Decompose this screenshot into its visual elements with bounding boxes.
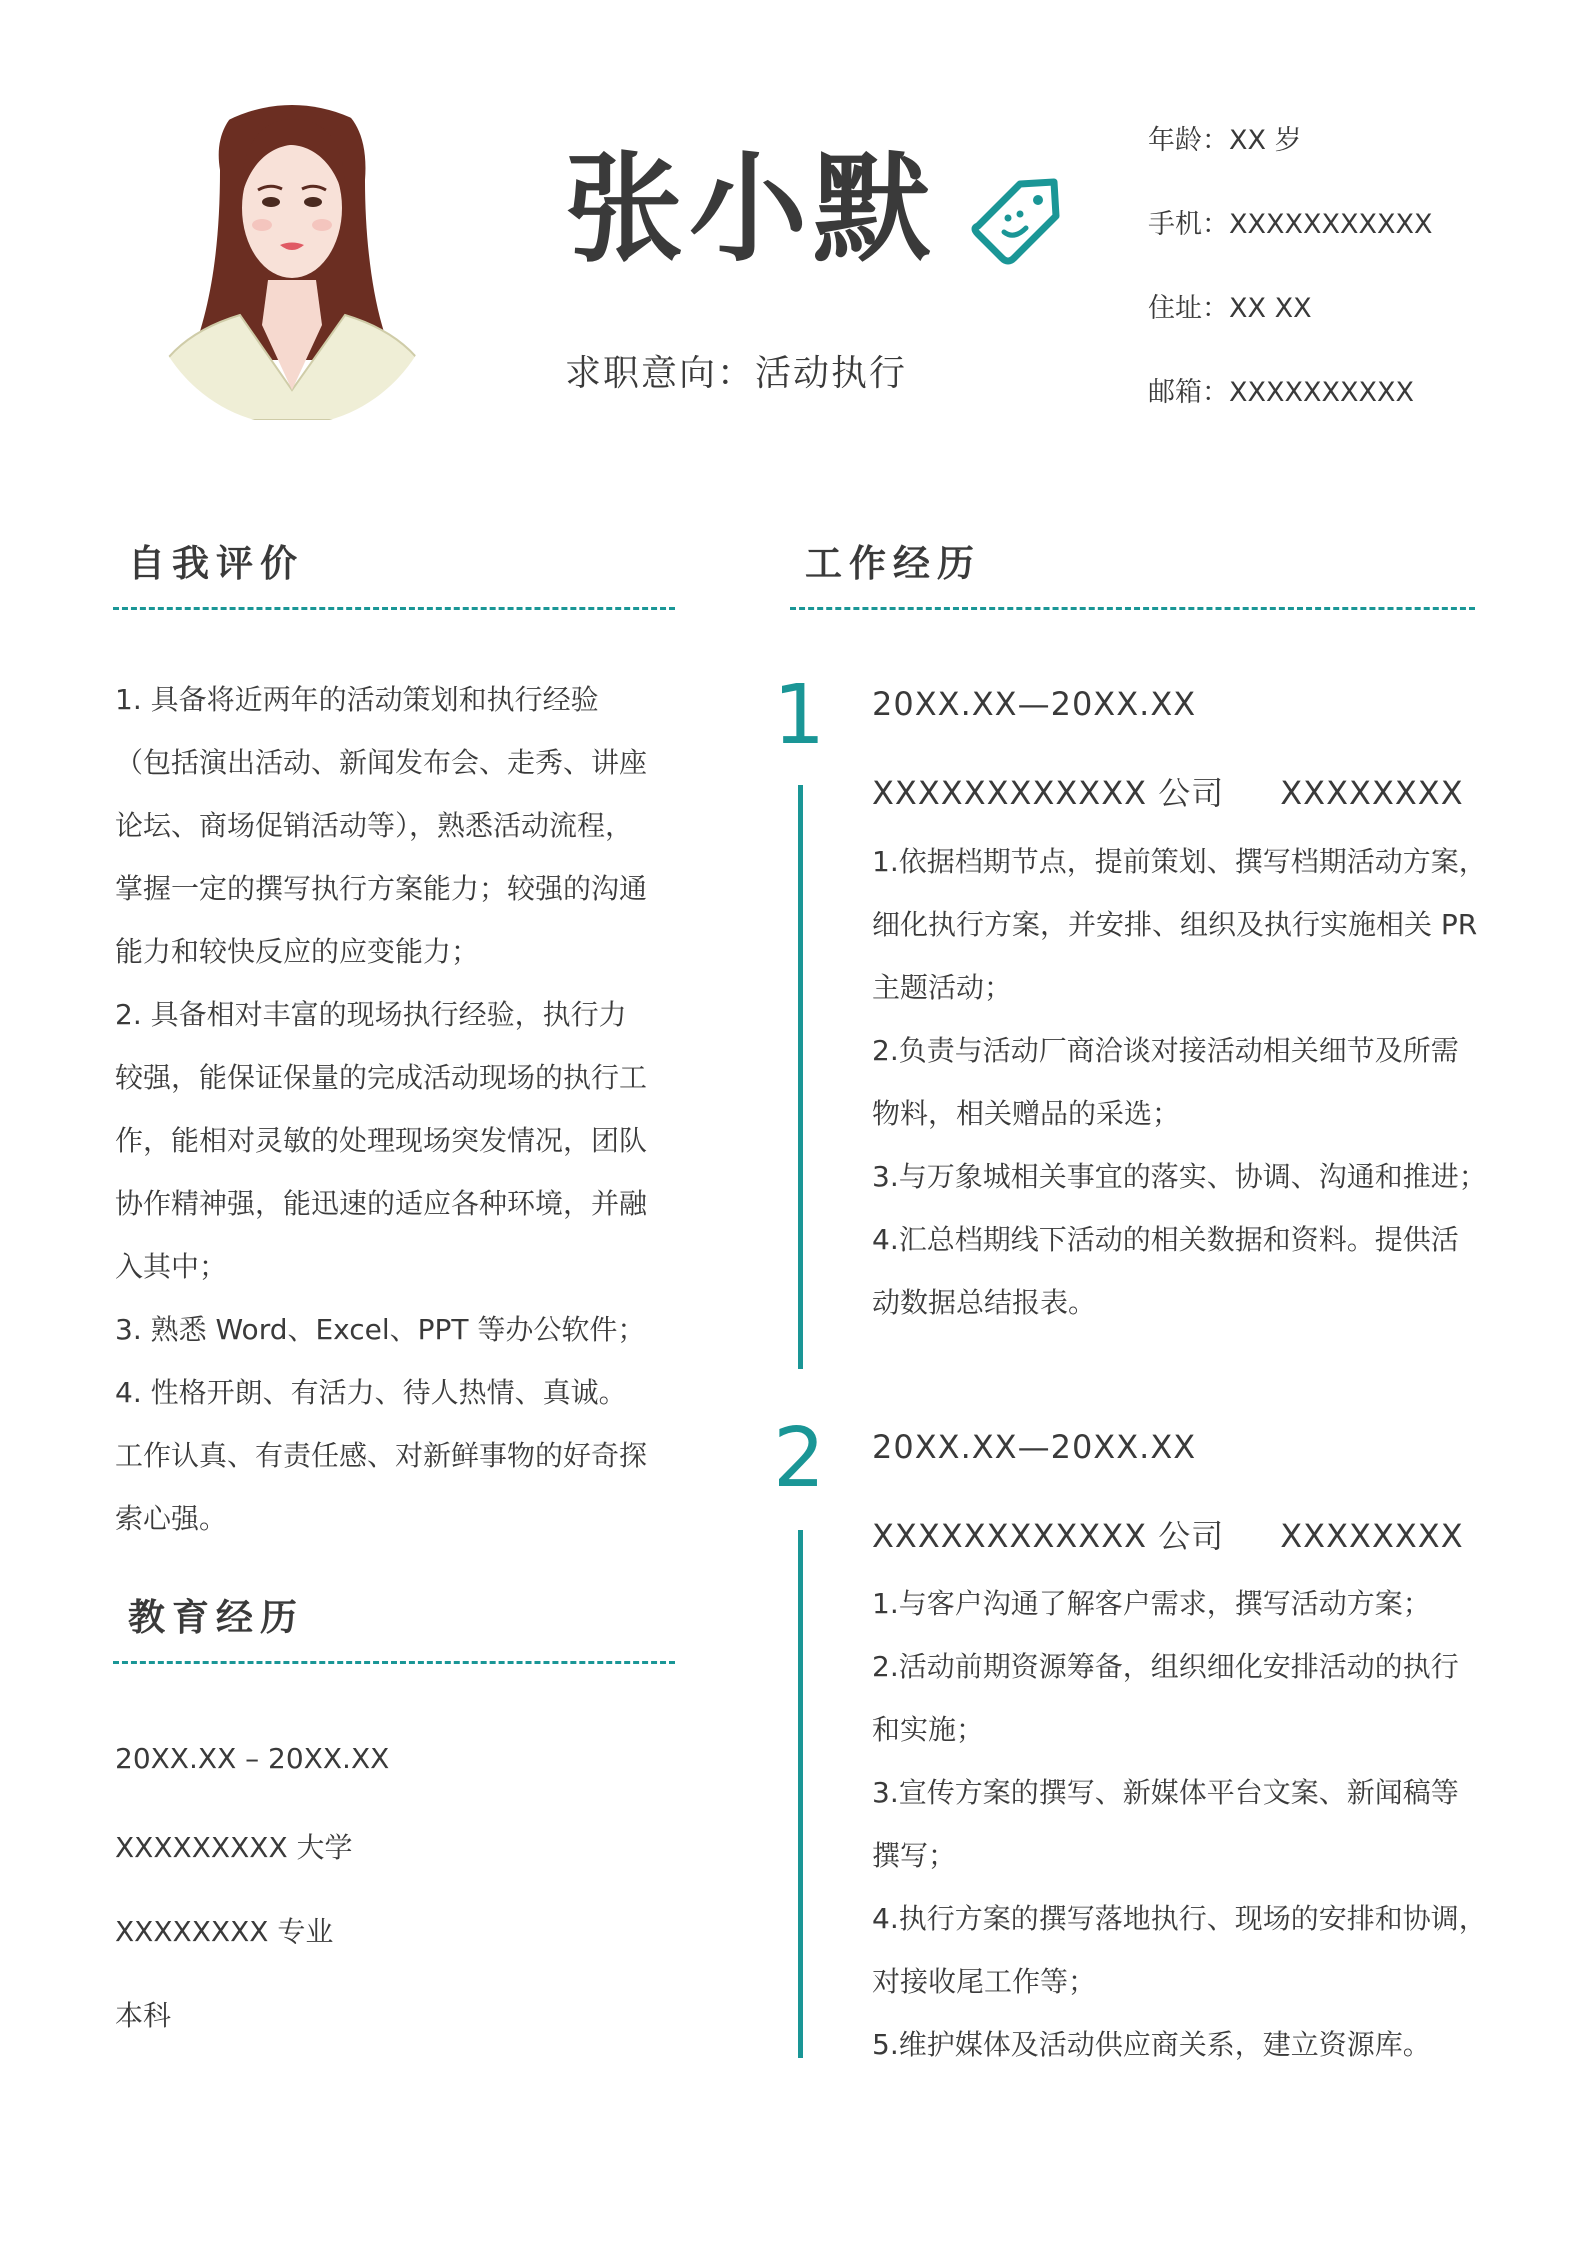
self-eval-line: 入其中； <box>115 1250 228 1283</box>
self-eval-line: 协作精神强，能迅速的适应各种环境，并融 <box>115 1187 648 1220</box>
job-duty-line: 撰写； <box>872 1839 957 1872</box>
self-eval-line: （包括演出活动、新闻发布会、走秀、讲座 <box>115 746 648 779</box>
job-duty-line: 4.执行方案的撰写落地执行、现场的安排和协调， <box>872 1902 1487 1935</box>
job-company-row <box>872 1511 1464 1557</box>
tag-icon <box>968 168 1068 268</box>
job-duty-line: 物料，相关赠品的采选； <box>872 1097 1181 1130</box>
job-index: 1 <box>773 668 826 763</box>
candidate-name: 张小默 <box>565 140 938 278</box>
self-eval-line: 1. 具备将近两年的活动策划和执行经验 <box>115 683 599 716</box>
job-duty-line: 动数据总结报表。 <box>872 1286 1097 1319</box>
job-duty-line: 1.依据档期节点，提前策划、撰写档期活动方案， <box>872 845 1487 878</box>
job-duty-line: 对接收尾工作等； <box>872 1965 1097 1998</box>
job-duty-line: 2.负责与活动厂商洽谈对接活动相关细节及所需 <box>872 1034 1459 1067</box>
job-company: XXXXXXXXXXXX 公司 <box>872 1517 1225 1555</box>
job-company-row <box>872 768 1464 814</box>
education-degree: 本科 <box>115 1999 172 2032</box>
job-period: 20XX.XX—20XX.XX <box>872 685 1197 723</box>
education-school: XXXXXXXXX 大学 <box>115 1831 353 1864</box>
job-position: XXXXXXXX <box>1280 1517 1464 1555</box>
job-position: XXXXXXXX <box>1280 774 1464 812</box>
contact-address: 住址：XX XX <box>1148 293 1312 324</box>
timeline-line <box>798 785 803 1369</box>
job-duty-line: 3.宣传方案的撰写、新媒体平台文案、新闻稿等 <box>872 1776 1459 1809</box>
job-duty-line: 4.汇总档期线下活动的相关数据和资料。提供活 <box>872 1223 1459 1256</box>
contact-phone: 手机：XXXXXXXXXXX <box>1148 209 1433 240</box>
self-eval-line: 作，能相对灵敏的处理现场突发情况，团队 <box>115 1124 648 1157</box>
education-major: XXXXXXXX 专业 <box>115 1915 334 1948</box>
job-duty-line: 5.维护媒体及活动供应商关系，建立资源库。 <box>872 2028 1431 2061</box>
job-company: XXXXXXXXXXXX 公司 <box>872 774 1225 812</box>
section-title-self-eval: 自我评价 <box>128 542 304 585</box>
self-eval-line: 掌握一定的撰写执行方案能力；较强的沟通 <box>115 872 648 905</box>
self-eval-text <box>115 668 695 1550</box>
self-eval-line: 2. 具备相对丰富的现场执行经验，执行力 <box>115 998 627 1031</box>
job-duty-line: 2.活动前期资源筹备，组织细化安排活动的执行 <box>872 1650 1459 1683</box>
section-title-work: 工作经历 <box>805 542 981 585</box>
job-duty-line: 细化执行方案，并安排、组织及执行实施相关 PR <box>872 908 1478 941</box>
profile-portrait <box>150 90 435 420</box>
job-intent: 求职意向：活动执行 <box>565 353 908 394</box>
contact-email: 邮箱：XXXXXXXXXX <box>1148 377 1414 408</box>
self-eval-line: 较强，能保证保量的完成活动现场的执行工 <box>115 1061 648 1094</box>
contact-age: 年龄：XX 岁 <box>1148 125 1302 156</box>
self-eval-line: 3. 熟悉 Word、Excel、PPT 等办公软件； <box>115 1313 646 1346</box>
job-duty-line: 主题活动； <box>872 971 1013 1004</box>
timeline-line <box>798 1530 803 2058</box>
self-eval-line: 论坛、商场促销活动等），熟悉活动流程， <box>115 809 634 842</box>
education-period: 20XX.XX – 20XX.XX <box>115 1742 390 1775</box>
section-divider <box>113 1661 675 1664</box>
job-duty-line: 1.与客户沟通了解客户需求，撰写活动方案； <box>872 1587 1431 1620</box>
job-duties <box>872 1572 1512 2076</box>
job-index: 2 <box>773 1411 826 1506</box>
job-duty-line: 3.与万象城相关事宜的落实、协调、沟通和推进； <box>872 1160 1487 1193</box>
job-duties <box>872 830 1512 1334</box>
section-divider <box>790 607 1475 610</box>
job-period: 20XX.XX—20XX.XX <box>872 1428 1197 1466</box>
self-eval-line: 能力和较快反应的应变能力； <box>115 935 480 968</box>
self-eval-line: 索心强。 <box>115 1502 228 1535</box>
self-eval-line: 4. 性格开朗、有活力、待人热情、真诚。 <box>115 1376 627 1409</box>
job-duty-line: 和实施； <box>872 1713 985 1746</box>
section-divider <box>113 607 675 610</box>
section-title-education: 教育经历 <box>128 1596 304 1639</box>
self-eval-line: 工作认真、有责任感、对新鲜事物的好奇探 <box>115 1439 648 1472</box>
